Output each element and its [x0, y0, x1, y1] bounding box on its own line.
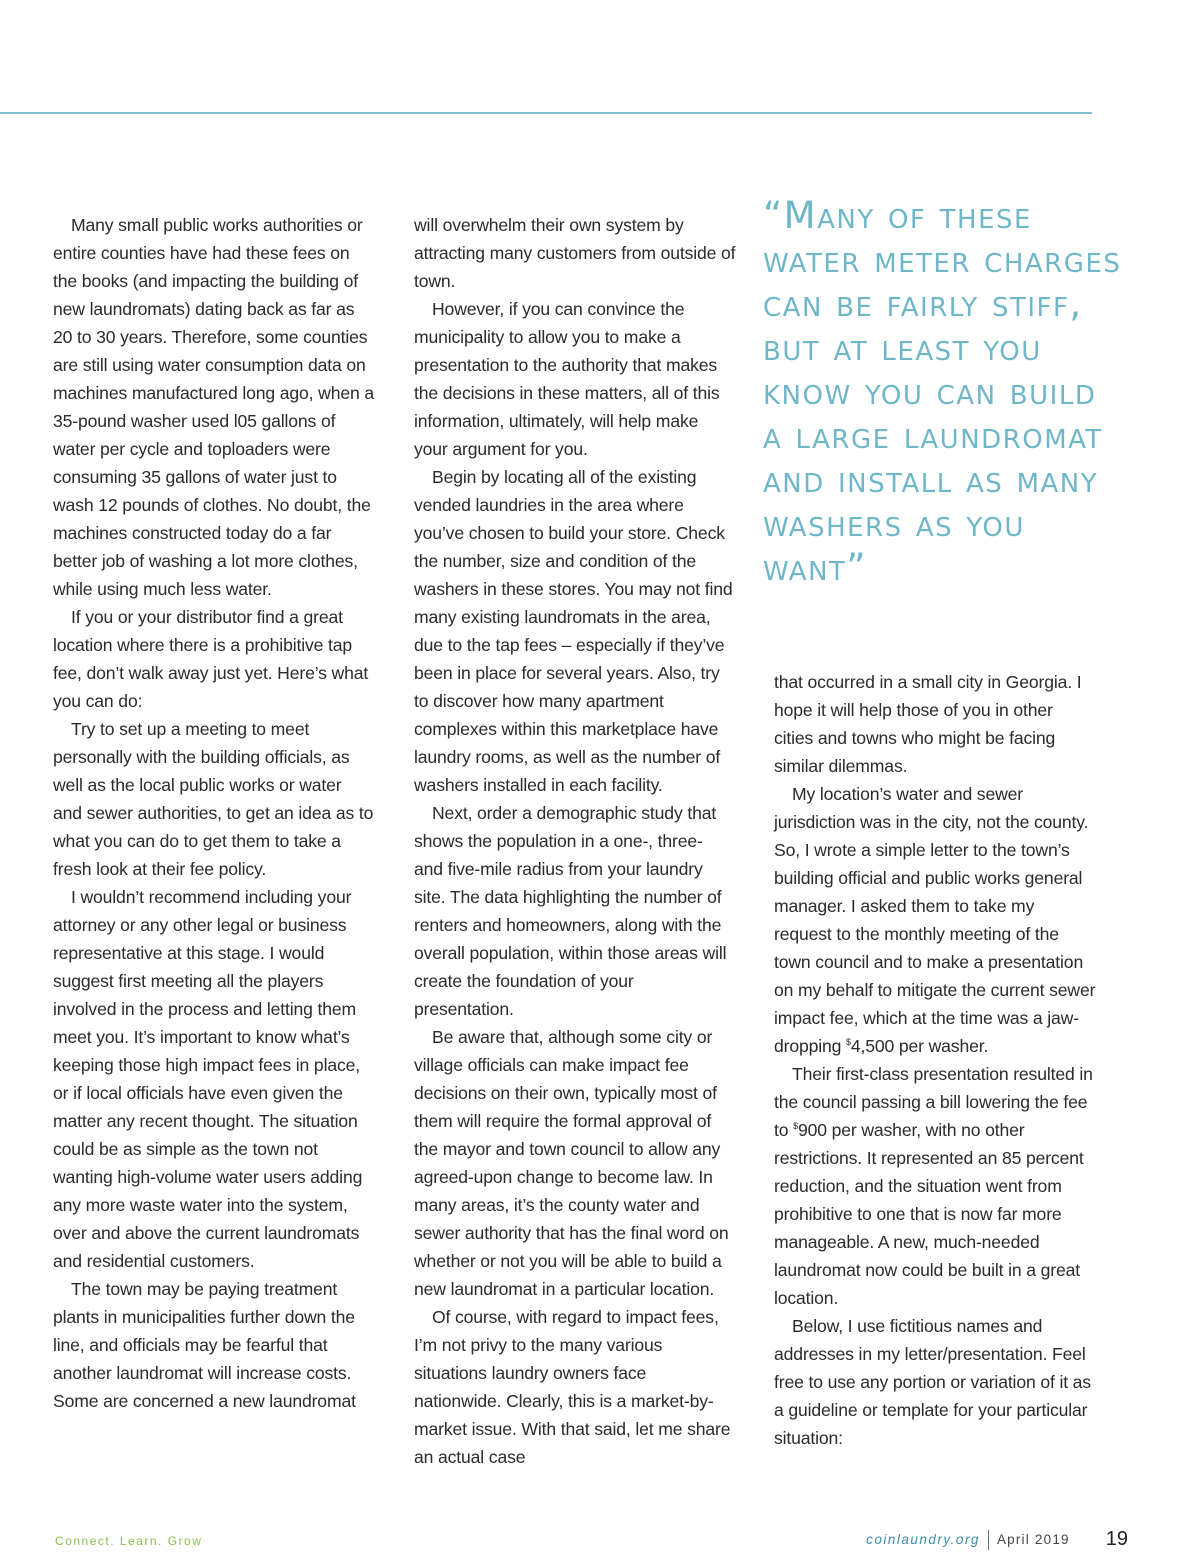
- paragraph: Below, I use fictitious names and addresses in my letter/presentation. Feel free to use any portion or variation of it as a guideline or template for your particular situation:: [774, 1316, 1091, 1448]
- paragraph: Next, order a demographic study that shows the population in a one-, three- and five-mile radius from your laundry site. The data highlighting the number of renters and homeowners, along with the overall population, within those areas will create the foundation of your presentation.: [414, 803, 727, 1019]
- paragraph: [774, 780, 1096, 1060]
- paragraph: I wouldn’t recommend including your attorney or any other legal or business representative at this stage. I would suggest first meeting all the players involved in the process and letting them meet you. It’s important to know what’s keeping those high impact fees in place, or if local officials have even given the matter any recent thought. The situation could be as simple as the town not wanting high-volume water users adding any more waste water into the system, over and above the current laundromats and residential customers.: [53, 887, 363, 1271]
- footer-tagline: Connect. Learn. Grow: [55, 1534, 203, 1548]
- paragraph-text: 900 per washer, with no other restrictions. It represented an 85 percent reduction, and the situation went from prohibitive to one that is now far more manageable. A new, much-needed laundromat now could be built in a great location.: [774, 1120, 1084, 1308]
- article-column-1: [53, 211, 375, 1415]
- issue-date: April 2019: [996, 1532, 1070, 1547]
- footer-info: [866, 1528, 1128, 1551]
- paragraph: Be aware that, although some city or village officials can make impact fee decisions on their own, typically most of them will require the formal approval of the mayor and town council to allow any agreed-upon change to become law. In many areas, it’s the county water and sewer authority that has the final word on whether or not you will be able to build a new laundromat in a particular location.: [414, 1027, 729, 1299]
- paragraph: Try to set up a meeting to meet personally with the building officials, as well as the local public works or water and sewer authorities, to get an idea as to what you can do to get them to take a fresh look at their fee policy.: [53, 719, 374, 879]
- paragraph-text: Their first-class presentation resulted in the council passing a bill lowering the fee to: [774, 1064, 1093, 1140]
- paragraph-continued: will overwhelm their own system by attracting many customers from outside of town.: [414, 215, 736, 291]
- paragraph: [774, 1060, 1096, 1312]
- article-column-3: [774, 668, 1096, 1452]
- paragraph: Begin by locating all of the existing vended laundries in the area where you’ve chosen to build your store. Check the number, size and condition of the washers in these stores. You may not find many existing laundromats in the area, due to the tap fees – especially if they’ve been in place for several years. Also, try to discover how many apartment complexes within this marketplace have laundry rooms, as well as the number of washers installed in each facility.: [414, 467, 733, 795]
- paragraph-continued: that occurred in a small city in Georgia. I hope it will help those of you in other cities and towns who might be facing similar dilemmas.: [774, 672, 1082, 776]
- paragraph: The town may be paying treatment plants in municipalities further down the line, and officials may be fearful that another laundromat will increase costs. Some are concerned a new laundromat: [53, 1279, 356, 1411]
- paragraph: Many small public works authorities or entire counties have had these fees on the books (and impacting the building of new laundromats) dating back as far as 20 to 30 years. Therefore, some counties are still using water consumption data on machines manufactured long ago, when a 35-pound washer used l05 gallons of water per cycle and toploaders were consuming 35 gallons of water just to wash 12 pounds of clothes. No doubt, the machines constructed today do a far better job of washing a lot more clothes, while using much less water.: [53, 215, 374, 599]
- paragraph: Of course, with regard to impact fees, I’m not privy to the many various situations laundry owners face nationwide. Clearly, this is a market-by-market issue. With that said, let me share an actual case: [414, 1307, 731, 1467]
- paragraph: However, if you can convince the municipality to allow you to make a presentation to the authority that makes the decisions in these matters, all of this information, ultimately, will help make your argument for you.: [414, 299, 720, 459]
- header-rule: [0, 112, 1092, 114]
- amount-text: 4,500 per washer.: [850, 1036, 989, 1056]
- website-link[interactable]: coinlaundry.org: [866, 1532, 980, 1547]
- pull-quote: “Many of these water meter charges can be fairly stiff, but at least you know you can build a large laundromat and install as many washers as you want”: [763, 194, 1122, 589]
- currency-symbol: $: [793, 1121, 798, 1131]
- currency-symbol: $: [846, 1037, 851, 1047]
- footer-divider: [988, 1530, 989, 1550]
- page-number: 19: [1105, 1528, 1128, 1550]
- paragraph-text: My location’s water and sewer jurisdiction was in the city, not the county. So, I wrote a simple letter to the town’s building official and public works general manager. I asked them to take my request to the monthly meeting of the town council and to make a presentation on my behalf to mitigate the current sewer impact fee, which at the time was a jaw-dropping: [774, 784, 1096, 1056]
- paragraph: If you or your distributor find a great location where there is a prohibitive tap fee, don’t walk away just yet. Here’s what you can do:: [53, 607, 369, 711]
- article-column-2: [414, 211, 736, 1471]
